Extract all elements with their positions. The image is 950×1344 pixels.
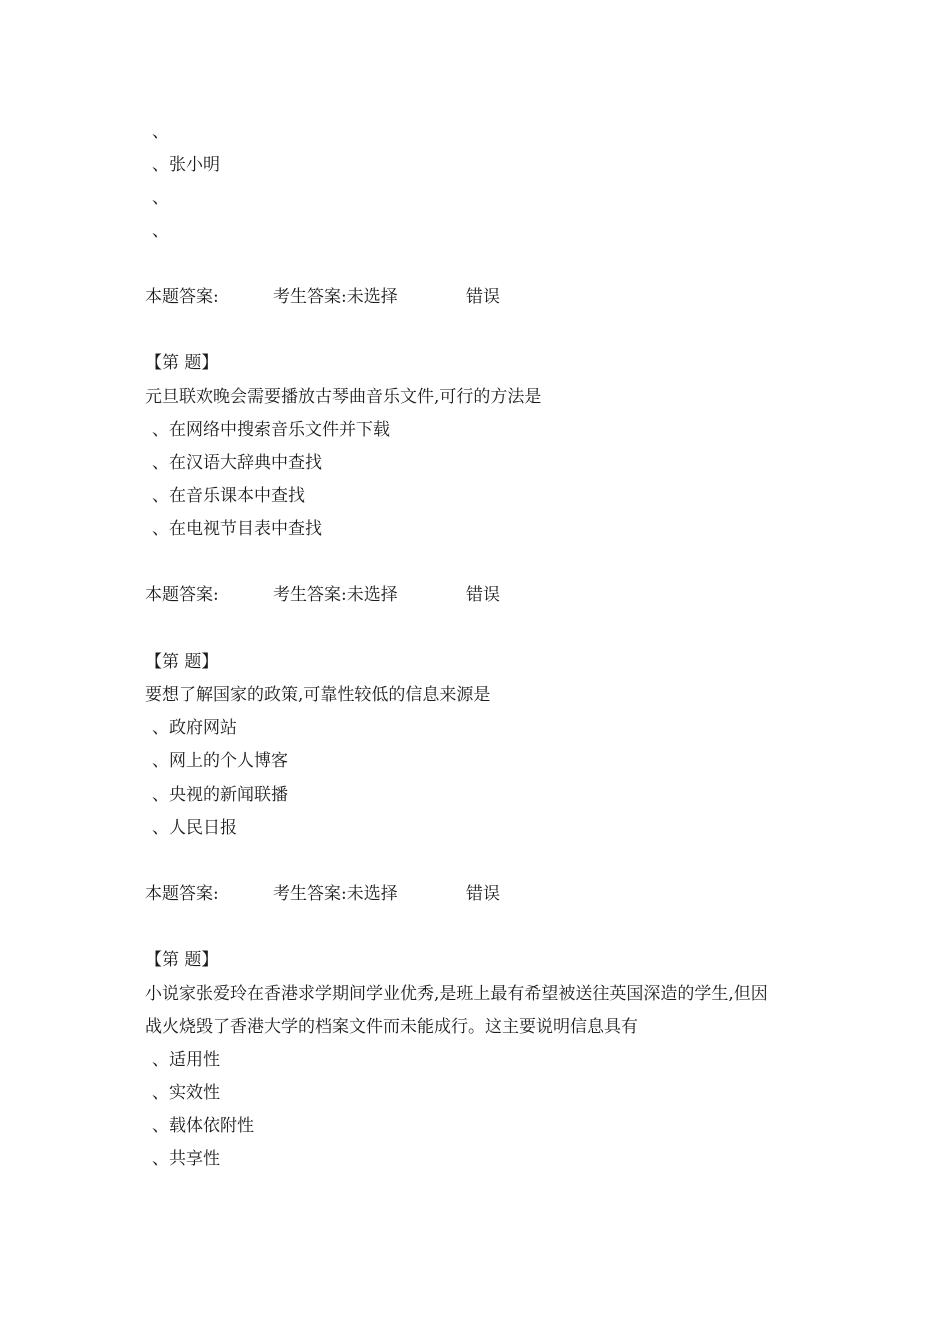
option-c: 、在音乐课本中查找 [152,486,305,506]
option-c: 、载体依附性 [152,1116,254,1136]
option-d: 、在电视节目表中查找 [152,519,322,539]
option-a: 、在网络中搜索音乐文件并下载 [152,420,390,440]
correct-answer-label: 本题答案: [145,585,219,605]
result-status: 错误 [466,585,500,605]
option-d: 、人民日报 [152,818,237,838]
question-title: 【第 题】 [145,950,219,970]
correct-answer-label: 本题答案: [145,287,219,307]
option-b: 、网上的个人博客 [152,751,288,771]
student-answer: 考生答案:未选择 [273,287,398,307]
result-status: 错误 [466,287,500,307]
question-text: 要想了解国家的政策,可靠性较低的信息来源是 [145,685,491,705]
student-answer: 考生答案:未选择 [273,884,398,904]
option-a: 、适用性 [152,1050,220,1070]
question-text-line-1: 小说家张爱玲在香港求学期间学业优秀,是班上最有希望被送往英国深造的学生,但因 [145,984,768,1004]
answer-row [145,584,500,606]
option-c: 、央视的新闻联播 [152,785,288,805]
option-c: 、 [152,188,169,208]
question-text: 元旦联欢晚会需要播放古琴曲音乐文件,可行的方法是 [145,387,542,407]
option-b: 、张小明 [152,155,220,175]
option-a: 、政府网站 [152,718,237,738]
result-status: 错误 [466,884,500,904]
question-title: 【第 题】 [145,353,219,373]
option-a: 、 [152,122,169,142]
option-d: 、共享性 [152,1149,220,1169]
correct-answer-label: 本题答案: [145,884,219,904]
question-title: 【第 题】 [145,652,219,672]
question-text-line-2: 战火烧毁了香港大学的档案文件而未能成行。这主要说明信息具有 [145,1017,638,1037]
student-answer: 考生答案:未选择 [273,585,398,605]
option-b: 、实效性 [152,1083,220,1103]
option-d: 、 [152,221,169,241]
answer-row [145,286,500,308]
option-b: 、在汉语大辞典中查找 [152,453,322,473]
answer-row [145,883,500,905]
